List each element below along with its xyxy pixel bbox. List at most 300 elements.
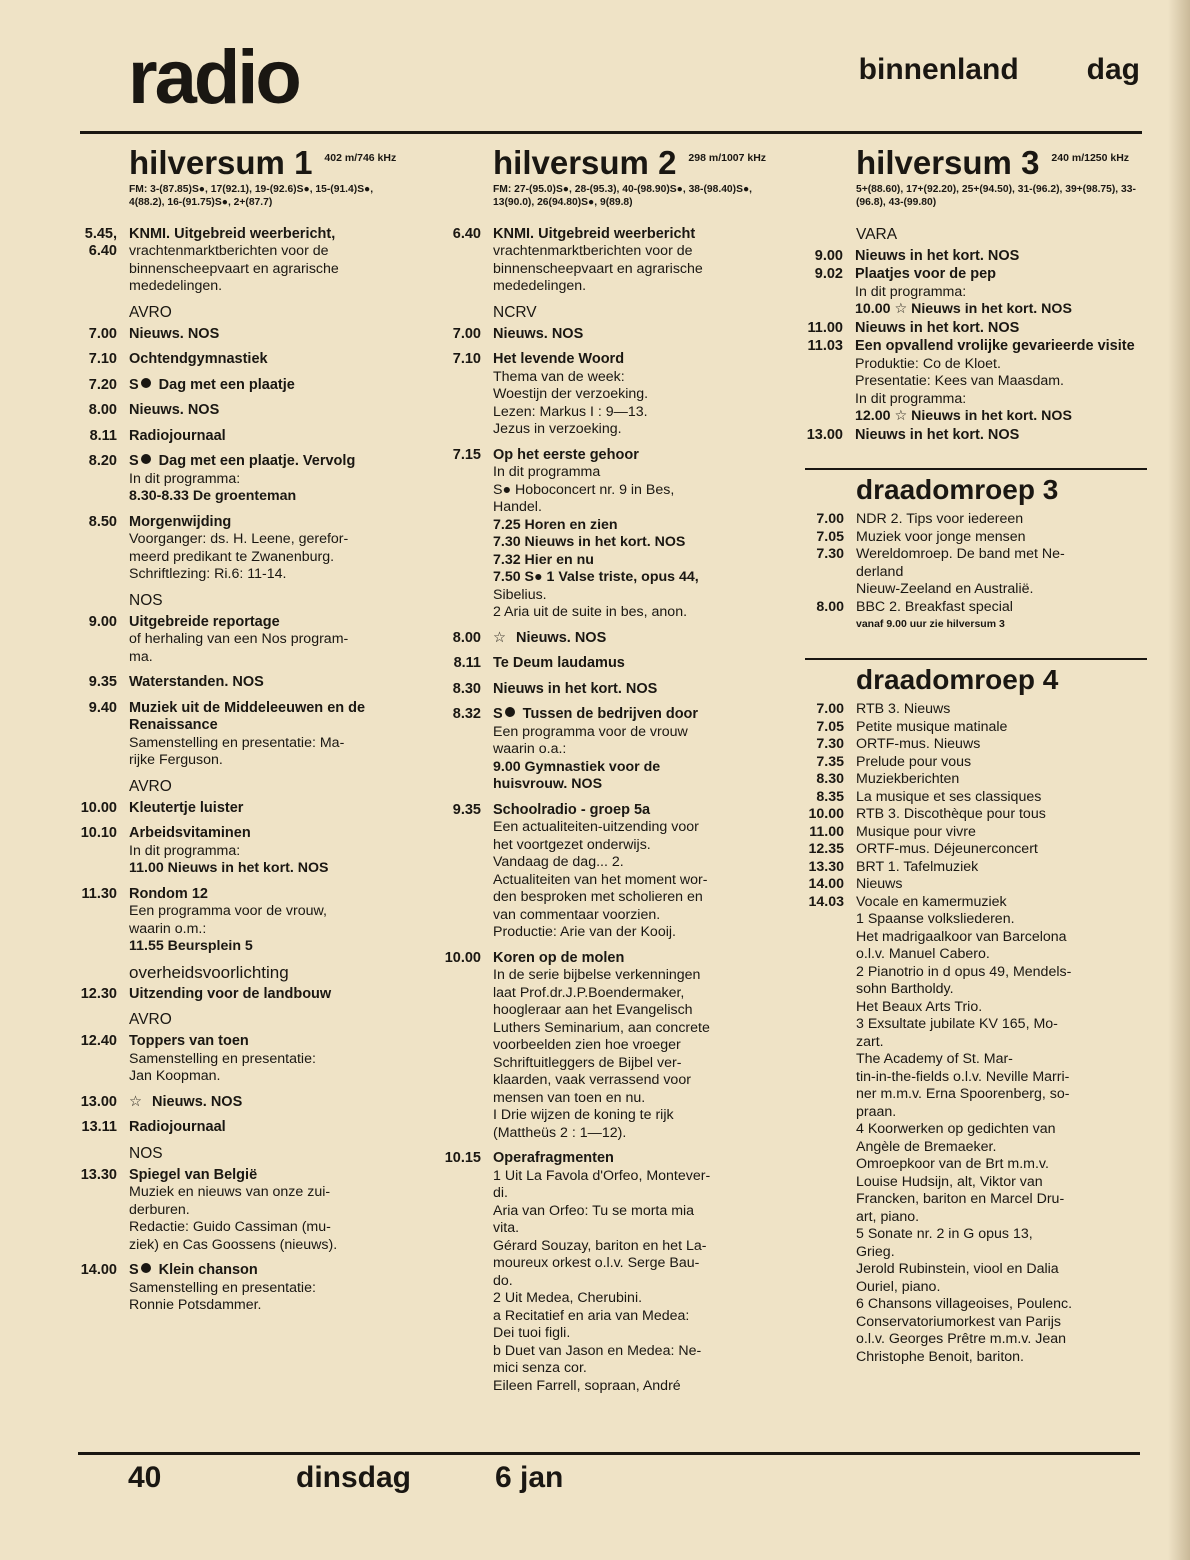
news-star-icon: ☆ — [493, 629, 506, 646]
programme-time: 7.10 — [452, 351, 481, 368]
draadomroep-text: o.l.v. Manuel Cabero. — [856, 946, 990, 963]
programme-item — [70, 1033, 400, 1086]
programme-description: Schriftlezing: Ri.6: 11-14. — [129, 566, 287, 583]
programme-item — [70, 428, 400, 446]
draadomroep-text: Omroepkoor van de Brt m.m.v. — [856, 1156, 1049, 1173]
programme-title-line — [855, 266, 1147, 284]
programme-title: Nieuws in het kort. NOS — [855, 319, 1020, 336]
programme-description: Woestijn der verzoeking. — [493, 386, 649, 403]
programme-title: Muziek uit de Middeleeuwen en de Renaissance — [129, 699, 366, 734]
fm-frequencies: 5+(88.60), 17+(92.20), 25+(94.50), 31-(96.2), 39+(98.75), 33-(96.8), 43-(99.80) — [856, 183, 1136, 208]
programme-title-line — [129, 453, 400, 471]
programme-title-line — [493, 681, 770, 699]
draadomroep-text: BBC 2. Breakfast special — [856, 598, 1013, 615]
programme-body — [493, 802, 770, 942]
programme-description: van commentaar voorzien. — [493, 906, 661, 923]
programme-description: Voorganger: ds. H. Leene, gerefor- — [129, 531, 349, 548]
programme-body — [855, 248, 1147, 266]
programme-time: 12.40 — [80, 1033, 117, 1050]
draadomroep-item — [797, 1296, 1147, 1314]
draadomroep-time — [797, 946, 844, 964]
draadomroep-time — [797, 1331, 844, 1349]
draadomroep-item — [797, 1104, 1147, 1122]
programme-title-line — [129, 226, 400, 244]
programme-time: 14.00 — [80, 1262, 117, 1279]
draadomroep-item — [797, 1314, 1147, 1332]
draadomroep-item — [797, 546, 1147, 564]
draadomroep-text: Het Beaux Arts Trio. — [856, 998, 983, 1015]
draadomroep-text: Muziek voor jonge mensen — [856, 528, 1026, 545]
draadomroep-time — [797, 1139, 844, 1157]
draadomroep-time — [797, 981, 844, 999]
programme-title: Klein chanson — [158, 1262, 258, 1279]
programme-title: Tussen de bedrijven door — [522, 706, 699, 723]
draadomroep-time — [797, 1226, 844, 1244]
station-frequency: 402 m/746 kHz — [324, 152, 397, 164]
programme-description: Dei tuoi figli. — [493, 1325, 571, 1342]
draadomroep-text: Petite musique matinale — [856, 718, 1008, 735]
programme-item — [70, 1262, 400, 1315]
draadomroep-item — [797, 1069, 1147, 1087]
programme-item — [434, 655, 770, 673]
programme-subitem: 11.00 Nieuws in het kort. NOS — [129, 860, 329, 877]
programme-time: 10.10 — [80, 825, 117, 842]
draadomroep-time: 7.00 — [816, 701, 844, 718]
draadomroep-item — [797, 529, 1147, 547]
section-header — [859, 55, 1140, 85]
programme-title: Nieuws. NOS — [516, 629, 607, 646]
stereo-icon: S — [129, 377, 151, 393]
draadomroep-time: 7.30 — [816, 546, 844, 563]
programme-title-line — [129, 1033, 400, 1051]
draadomroep-text: Conservatoriumorkest van Parijs — [856, 1313, 1062, 1330]
footer-date: 6 jan — [495, 1461, 564, 1494]
programme-title-line — [493, 706, 770, 724]
programme-description: Productie: Arie van der Kooij. — [493, 924, 676, 941]
programme-description: den besproken met scholieren en — [493, 889, 703, 906]
programme-title: Dag met een plaatje — [158, 376, 295, 393]
draadomroep-text: Het madrigaalkoor van Barcelona — [856, 928, 1067, 945]
programme-body — [129, 1033, 400, 1086]
programme-title: Nieuws in het kort. NOS — [855, 247, 1020, 264]
programme-item — [797, 266, 1147, 319]
programme-body — [129, 226, 400, 296]
programme-title-line — [129, 1262, 400, 1280]
station-name: hilversum 2 — [493, 144, 677, 181]
programme-time: 10.15 — [444, 1150, 481, 1167]
draadomroep-time: 7.05 — [816, 718, 844, 735]
programme-time: 9.02 — [814, 266, 843, 283]
programme-title: KNMI. Uitgebreid weerbericht — [493, 225, 696, 242]
draadomroep-text: Muziekberichten — [856, 771, 960, 788]
draadomroep-time — [797, 964, 844, 982]
draadomroep-text: Nieuws — [856, 876, 903, 893]
stereo-icon: S — [493, 706, 515, 722]
programme-list — [797, 226, 1147, 445]
programme-description: Samenstelling en presentatie: — [129, 1050, 316, 1067]
programme-title-line — [493, 1150, 770, 1168]
draadomroep-time — [797, 1314, 844, 1332]
programme-body — [493, 226, 770, 296]
programme-description: waarin o.a.: — [493, 741, 567, 758]
programme-body — [855, 266, 1147, 319]
draadomroep-time: 8.30 — [816, 771, 844, 788]
draadomroep-text: sohn Bartholdy. — [856, 981, 954, 998]
programme-title: Schoolradio - groep 5a — [493, 801, 651, 818]
draadomroep-item — [797, 824, 1147, 842]
programme-title-line — [493, 950, 770, 968]
draadomroep-item — [797, 894, 1147, 912]
programme-time: 11.30 — [81, 885, 117, 902]
programme-description: (Mattheüs 2 : 1—12). — [493, 1124, 627, 1141]
programme-time: 8.30 — [452, 680, 481, 697]
top-rule — [80, 131, 1142, 134]
draadomroep-item — [797, 911, 1147, 929]
programme-description: Thema van de week: — [493, 368, 625, 385]
programme-title-line — [855, 248, 1147, 266]
programme-title: Nieuws. NOS — [129, 402, 220, 419]
programme-description: Actualiteiten van het moment wor- — [493, 871, 708, 888]
programme-description: Schriftuitleggers de Bijbel ver- — [493, 1054, 682, 1071]
programme-body — [493, 447, 770, 622]
draadomroep-text: 2 Pianotrio in d opus 49, Mendels- — [856, 963, 1072, 980]
programme-description: Lezen: Markus I : 9—13. — [493, 403, 648, 420]
programme-description: ziek) en Cas Goossens (nieuws). — [129, 1236, 338, 1253]
programme-description: vita. — [493, 1220, 520, 1237]
programme-list — [70, 226, 400, 1315]
draadomroep-time — [797, 1156, 844, 1174]
programme-title-line — [129, 986, 400, 1004]
programme-list — [434, 226, 770, 1396]
draadomroep-time — [797, 1191, 844, 1209]
programme-item — [434, 630, 770, 648]
programme-title-line — [493, 447, 770, 465]
draadomroep-4-title: draadomroep 4 — [856, 663, 1059, 695]
draadomroep-item — [797, 1156, 1147, 1174]
programme-title: Rondom 12 — [129, 885, 208, 902]
draadomroep-time — [797, 1051, 844, 1069]
draadomroep-time — [797, 929, 844, 947]
draadomroep-4-list — [797, 701, 1147, 1366]
programme-title-line — [129, 825, 400, 843]
draadomroep-time — [797, 1296, 844, 1314]
programme-title: Nieuws. NOS — [152, 1093, 243, 1110]
programme-description: Jezus in verzoeking. — [493, 421, 622, 438]
programme-body — [493, 351, 770, 439]
draadomroep-text: NDR 2. Tips voor iedereen — [856, 511, 1024, 528]
programme-item — [797, 338, 1147, 426]
programme-title: Nieuws. NOS — [493, 325, 584, 342]
programme-item — [70, 377, 400, 395]
draadomroep-3-note: vanaf 9.00 uur zie hilversum 3 — [856, 618, 1005, 631]
programme-title-line — [129, 800, 400, 818]
programme-title: Arbeidsvitaminen — [129, 825, 251, 842]
draadomroep-text: zart. — [856, 1033, 884, 1050]
programme-title-line — [129, 614, 400, 632]
programme-title: Ochtendgymnastiek — [129, 351, 268, 368]
page-title: radio — [128, 35, 299, 120]
programme-subitem: 7.50 S● 1 Valse triste, opus 44, — [493, 569, 699, 586]
programme-subitem: 7.30 Nieuws in het kort. NOS — [493, 534, 686, 551]
programme-subitem: 10.00 ☆ Nieuws in het kort. NOS — [855, 301, 1072, 318]
draadomroep-3-list — [797, 511, 1147, 616]
draadomroep-text: 4 Koorwerken op gedichten van — [856, 1121, 1056, 1138]
programme-title: Op het eerste gehoor — [493, 446, 639, 463]
programme-time: 9.40 — [88, 699, 117, 716]
programme-description: Een programma voor de vrouw — [493, 723, 688, 740]
programme-time: 11.03 — [807, 338, 843, 355]
station-header — [493, 146, 770, 180]
programme-description: moureux orkest o.l.v. Serge Bau- — [493, 1255, 700, 1272]
programme-description: mededelingen. — [493, 278, 587, 295]
programme-description: Vandaag de dag... 2. — [493, 854, 624, 871]
programme-time: 8.20 — [88, 453, 117, 470]
draadomroep-item — [797, 581, 1147, 599]
programme-description: Muziek en nieuws van onze zui- — [129, 1184, 331, 1201]
programme-title-line — [129, 402, 400, 420]
programme-title: Het levende Woord — [493, 351, 625, 368]
draadomroep-item — [797, 701, 1147, 719]
bottom-rule — [78, 1452, 1140, 1455]
programme-body — [129, 1262, 400, 1315]
programme-title: Nieuws. NOS — [129, 325, 220, 342]
programme-description: meerd predikant te Zwanenburg. — [129, 548, 335, 565]
programme-title-line — [129, 700, 400, 735]
programme-title-line — [855, 338, 1147, 356]
draadomroep-text: Jerold Rubinstein, viool en Dalia — [856, 1261, 1059, 1278]
draadomroep-item — [797, 1174, 1147, 1192]
programme-subitem: 9.00 Gymnastiek voor de — [493, 758, 661, 775]
draadomroep-text: Wereldomroep. De band met Ne- — [856, 546, 1065, 563]
draadomroep-text: 6 Chansons villageoises, Poulenc. — [856, 1296, 1073, 1313]
programme-time: 7.00 — [88, 325, 117, 342]
draadomroep-text: praan. — [856, 1103, 897, 1120]
programme-description: rijke Ferguson. — [129, 752, 223, 769]
programme-description: a Recitatief en aria van Medea: — [493, 1307, 690, 1324]
draadomroep-text: Vocale en kamermuziek — [856, 893, 1007, 910]
draadomroep-time: 14.03 — [808, 893, 844, 910]
programme-subitem: 8.30-8.33 De groenteman — [129, 488, 297, 505]
programme-description: do. — [493, 1272, 513, 1289]
programme-body — [129, 428, 400, 446]
station-name: hilversum 3 — [856, 144, 1040, 181]
draadomroep-text: La musique et ses classiques — [856, 788, 1042, 805]
draadomroep-text: Ouriel, piano. — [856, 1278, 941, 1295]
programme-description: In de serie bijbelse verkenningen — [493, 967, 701, 984]
programme-title-line — [493, 226, 770, 244]
programme-item — [70, 226, 400, 296]
draadomroep-time — [797, 1034, 844, 1052]
draadomroep-item — [797, 736, 1147, 754]
news-star-icon: ☆ — [129, 1093, 142, 1110]
programme-subitem: huisvrouw. NOS — [493, 776, 603, 793]
column-hilversum-3 — [797, 140, 1147, 1366]
programme-title-line — [129, 674, 400, 692]
programme-item — [70, 1094, 400, 1112]
draadomroep-time: 7.30 — [816, 736, 844, 753]
programme-title-line — [493, 351, 770, 369]
programme-title-line — [493, 655, 770, 673]
draadomroep-text: Prelude pour vous — [856, 753, 972, 770]
programme-item — [434, 950, 770, 1143]
programme-title-line — [493, 326, 770, 344]
programme-title-line — [129, 1167, 400, 1185]
programme-description: Jan Koopman. — [129, 1068, 221, 1085]
programme-item — [434, 226, 770, 296]
draadomroep-time: 10.00 — [808, 806, 844, 823]
programme-body — [129, 1167, 400, 1255]
programme-item — [70, 514, 400, 584]
programme-title-line — [129, 514, 400, 532]
programme-description: vrachtenmarktberichten voor de — [129, 243, 329, 260]
programme-description: Samenstelling en presentatie: Ma- — [129, 734, 345, 751]
draadomroep-item — [797, 946, 1147, 964]
programme-description: derburen. — [129, 1201, 190, 1218]
programme-title-line — [493, 630, 770, 648]
programme-time: 9.00 — [88, 613, 117, 630]
section-divider — [805, 468, 1147, 470]
programme-description: laat Prof.dr.J.P.Boendermaker, — [493, 984, 685, 1001]
programme-description: mededelingen. — [129, 278, 223, 295]
programme-body — [129, 402, 400, 420]
draadomroep-text: The Academy of St. Mar- — [856, 1051, 1013, 1068]
programme-time: 7.15 — [452, 446, 481, 463]
draadomroep-text: Musique pour vivre — [856, 823, 976, 840]
draadomroep-time — [797, 911, 844, 929]
broadcaster-label: NOS — [129, 591, 163, 609]
draadomroep-time — [797, 1261, 844, 1279]
broadcaster-label: overheidsvoorlichting — [129, 962, 289, 982]
programme-item — [70, 1119, 400, 1137]
programme-body — [129, 377, 400, 395]
programme-subitem: 11.55 Beursplein 5 — [129, 938, 253, 955]
programme-title: Dag met een plaatje. Vervolg — [158, 453, 356, 470]
programme-title-line — [129, 886, 400, 904]
draadomroep-text: Christophe Benoit, bariton. — [856, 1348, 1024, 1365]
draadomroep-time: 14.00 — [808, 876, 844, 893]
programme-item — [70, 800, 400, 818]
programme-title-line — [129, 428, 400, 446]
draadomroep-text: Louise Hudsijn, alt, Viktor van — [856, 1173, 1043, 1190]
programme-description: Redactie: Guido Cassiman (mu- — [129, 1219, 331, 1236]
programme-title: Morgenwijding — [129, 513, 232, 530]
draadomroep-item — [797, 929, 1147, 947]
programme-body — [129, 800, 400, 818]
draadomroep-time: 12.35 — [808, 841, 844, 858]
programme-body — [129, 674, 400, 692]
programme-description: klaarden, vaak verrassend voor — [493, 1072, 691, 1089]
draadomroep-text: 1 Spaanse volksliederen. — [856, 911, 1015, 928]
programme-description: Samenstelling en presentatie: — [129, 1279, 316, 1296]
programme-time: 8.32 — [452, 706, 481, 723]
draadomroep-time — [797, 1016, 844, 1034]
programme-item — [434, 447, 770, 622]
programme-time: 8.11 — [453, 655, 481, 672]
programme-title: Nieuws in het kort. NOS — [855, 426, 1020, 443]
draadomroep-item — [797, 964, 1147, 982]
draadomroep-text: o.l.v. Georges Prêtre m.m.v. Jean — [856, 1331, 1066, 1348]
draadomroep-text: RTB 3. Nieuws — [856, 701, 951, 718]
region-label: binnenland — [858, 53, 1019, 86]
draadomroep-item — [797, 1244, 1147, 1262]
programme-description: het voortgezet onderwijs. — [493, 836, 651, 853]
draadomroep-text: 5 Sonate nr. 2 in G opus 13, — [856, 1226, 1033, 1243]
programme-time: 7.20 — [88, 376, 117, 393]
footer-day: dinsdag — [296, 1461, 412, 1494]
draadomroep-item — [797, 859, 1147, 877]
column-hilversum-1 — [70, 140, 400, 1323]
draadomroep-time — [797, 1349, 844, 1367]
draadomroep-item — [797, 771, 1147, 789]
programme-time: 7.10 — [88, 351, 117, 368]
programme-body — [493, 655, 770, 673]
draadomroep-item — [797, 511, 1147, 529]
draadomroep-time — [797, 1069, 844, 1087]
programme-item — [434, 706, 770, 794]
programme-time: 13.00 — [80, 1093, 117, 1110]
programme-item — [434, 351, 770, 439]
programme-subitem: 7.25 Horen en zien — [493, 516, 618, 533]
programme-description: Produktie: Co de Kloet. — [855, 355, 1001, 372]
programme-description: binnenscheepvaart en agrarische — [493, 260, 703, 277]
programme-item — [70, 674, 400, 692]
programme-body — [855, 320, 1147, 338]
draadomroep-item — [797, 564, 1147, 582]
broadcaster-label: VARA — [856, 225, 898, 243]
programme-description: In dit programma: — [855, 283, 967, 300]
programme-title-line — [129, 1094, 400, 1112]
programme-body — [493, 326, 770, 344]
draadomroep-item — [797, 1226, 1147, 1244]
programme-title: Spiegel van België — [129, 1166, 258, 1183]
draadomroep-item — [797, 1331, 1147, 1349]
programme-item — [70, 825, 400, 878]
programme-time: 13.30 — [80, 1166, 117, 1183]
programme-description: of herhaling van een Nos program- — [129, 631, 349, 648]
draadomroep-time — [797, 1244, 844, 1262]
programme-time: 7.00 — [452, 325, 481, 342]
stereo-icon: S — [129, 1262, 151, 1278]
programme-description: Luthers Seminarium, aan concrete — [493, 1019, 710, 1036]
draadomroep-time: 7.00 — [816, 511, 844, 528]
programme-body — [129, 825, 400, 878]
programme-body — [493, 681, 770, 699]
draadomroep-item — [797, 1191, 1147, 1209]
section-divider — [805, 658, 1147, 660]
draadomroep-time — [797, 581, 844, 599]
programme-time: 13.11 — [81, 1119, 117, 1136]
programme-time: 8.11 — [89, 427, 117, 444]
programme-body — [493, 706, 770, 794]
programme-title: Waterstanden. NOS — [129, 674, 264, 691]
broadcaster-label: NCRV — [493, 303, 537, 321]
programme-title-line — [129, 326, 400, 344]
programme-description: Ronnie Potsdammer. — [129, 1297, 262, 1314]
programme-body — [493, 950, 770, 1143]
programme-body — [493, 1150, 770, 1395]
draadomroep-text: BRT 1. Tafelmuziek — [856, 858, 979, 875]
programme-subitem: 7.32 Hier en nu — [493, 551, 594, 568]
programme-time: 12.30 — [80, 985, 117, 1002]
draadomroep-text: ORTF-mus. Nieuws — [856, 736, 981, 753]
period-label: dag — [1086, 53, 1140, 86]
programme-title-line — [129, 1119, 400, 1137]
draadomroep-item — [797, 1121, 1147, 1139]
programme-description: Een programma voor de vrouw, — [129, 903, 327, 920]
draadomroep-item — [797, 1051, 1147, 1069]
programme-title: Radiojournaal — [129, 427, 226, 444]
draadomroep-item — [797, 806, 1147, 824]
